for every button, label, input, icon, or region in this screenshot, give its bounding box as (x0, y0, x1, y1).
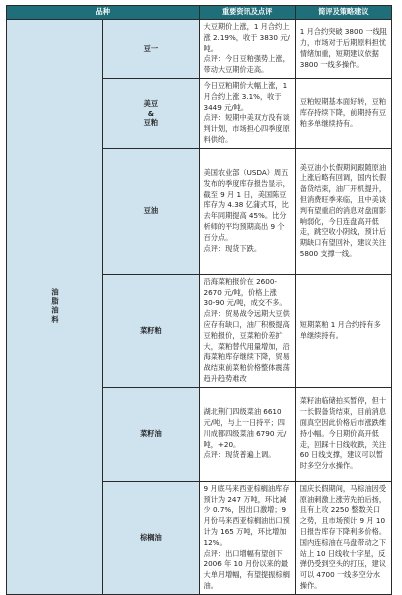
table-header-row (7, 6, 392, 20)
view-cell: 国庆长假期间，马棕油因受原油刺激上涨劳先拍后扬，且有上攻 2250 整数关口之势，且市场预计 9 月 10 日报告库存下降利多价格。国内连棕油在马盘带动之下站上 10 日线收十字星，反弹仍受到空头的打压，建议可以 4700 一线多空分水操作。 (295, 481, 391, 594)
header-view: 简评及策略建议 (295, 6, 391, 20)
info-cell (199, 387, 295, 481)
info-text: 美国农业部（USDA）周五发布的季度库存报告显示，截至 9 月 1 日，美国陈豆库存为 4.38 亿蒲式耳，比去年同期提高 45%。比分析师的平均预期高出 9 个百分点。 (203, 168, 290, 242)
header-info: 重要资讯及点评 (199, 6, 295, 20)
info-comment: 点评：现货下跌。 (203, 243, 262, 253)
table-row (7, 20, 392, 79)
info-cell (199, 481, 295, 594)
sector-cell (7, 20, 103, 595)
info-comment: 点评：出口增幅有望创下 2006 年 10 月份以来的最大单月增幅，有望提振棕榈油。 (203, 548, 290, 590)
view-cell: 菜籽油临储拍买暂停，但十一长假备货结束，目前消息面真空因此价格后市涨跌维持小幅。今日期价高开低走，回踩十日线收跌，关注 60 日线支撑，建议可以暂时多空分水操作。 (295, 387, 391, 481)
info-text: 9 月底马来西亚棕榈油库存预计为 247 万吨，环比减少 0.7%，因出口激增；9 月份马来西亚棕榈油出口预计为 165 万吨，环比增加 12%。 (203, 483, 290, 547)
info-text: 大豆期价上涨，1 月合约上涨 2.19%，收于 3830 元/吨。 (203, 22, 290, 53)
product-cell (103, 78, 199, 148)
product-cell (103, 274, 199, 387)
info-cell (199, 148, 295, 274)
info-comment: 点评：今日豆粕强势上涨，带动大豆期价走高。 (203, 54, 290, 75)
view-cell: 1 月合约突破 3800 一线阻力，市场对于后期原料担忧情绪加重，短期建议依据 3800 一线多操作。 (295, 20, 391, 79)
info-text: 沿海菜粕报价在 2600-2670 元/吨，价格上涨 30-90 元/吨，成交不多。 (203, 276, 287, 308)
product-name: 菜籽油 (140, 429, 162, 439)
commodity-review-table (6, 5, 392, 595)
info-cell (199, 78, 295, 148)
info-comment: 点评：贸易战令远期大豆供应存有缺口，油厂积极提高豆粕报价，豆菜粕价差扩大，菜粕替代用量增加，沿海菜粕库存继续下降，贸易战结束前菜粕价格整体震荡趋升趋势难改 (203, 309, 290, 383)
header-product: 品种 (7, 6, 200, 20)
info-text: 湖北荆门四级菜油 6610 元/吨，与上一日持平；四川成都四级菜油 6790 元/吨，+20。 (203, 407, 287, 449)
commodity-review-page (0, 5, 402, 590)
info-comment: 点评：现货普遍上调。 (203, 450, 276, 460)
product-cell (103, 481, 199, 594)
view-cell: 短期菜粕 1 月合约持有多单继续持有。 (295, 274, 391, 387)
product-name: 棕榈油 (140, 532, 162, 542)
product-cell (103, 20, 199, 79)
product-name: 美豆 (143, 98, 159, 108)
product-name: 豆粕 (143, 118, 159, 128)
view-cell: 美豆油小长假期间跟随原油上涨后略有回调，国内长假备货结束，油厂开机提升，但消费旺季来临，且中美谈判有望重启的消息对盘面影响弱化，今日连盘高开低走，跳空收小阴线，预计后期缺口有望回补，建议关注 5800 支撑一线。 (295, 148, 391, 274)
info-text: 今日豆粕期价大幅上涨，1 月合约上涨 3.1%，收于 3449 元/吨。 (203, 80, 288, 112)
info-comment: 点评：短期中美双方没有谈判计划，市场担心四季度原料供给。 (203, 113, 290, 144)
info-cell (199, 20, 295, 79)
sector-label: 油脂油料 (51, 288, 61, 326)
product-name: 豆油 (143, 206, 159, 216)
view-cell: 豆粕短期基本面好转，豆粕库存持续下降，前期持有豆粕多单继续持有。 (295, 78, 391, 148)
product-name: & (147, 108, 155, 118)
product-name: 菜籽粕 (140, 325, 162, 335)
product-name: 豆一 (143, 44, 159, 54)
product-cell (103, 387, 199, 481)
info-cell (199, 274, 295, 387)
product-cell (103, 148, 199, 274)
